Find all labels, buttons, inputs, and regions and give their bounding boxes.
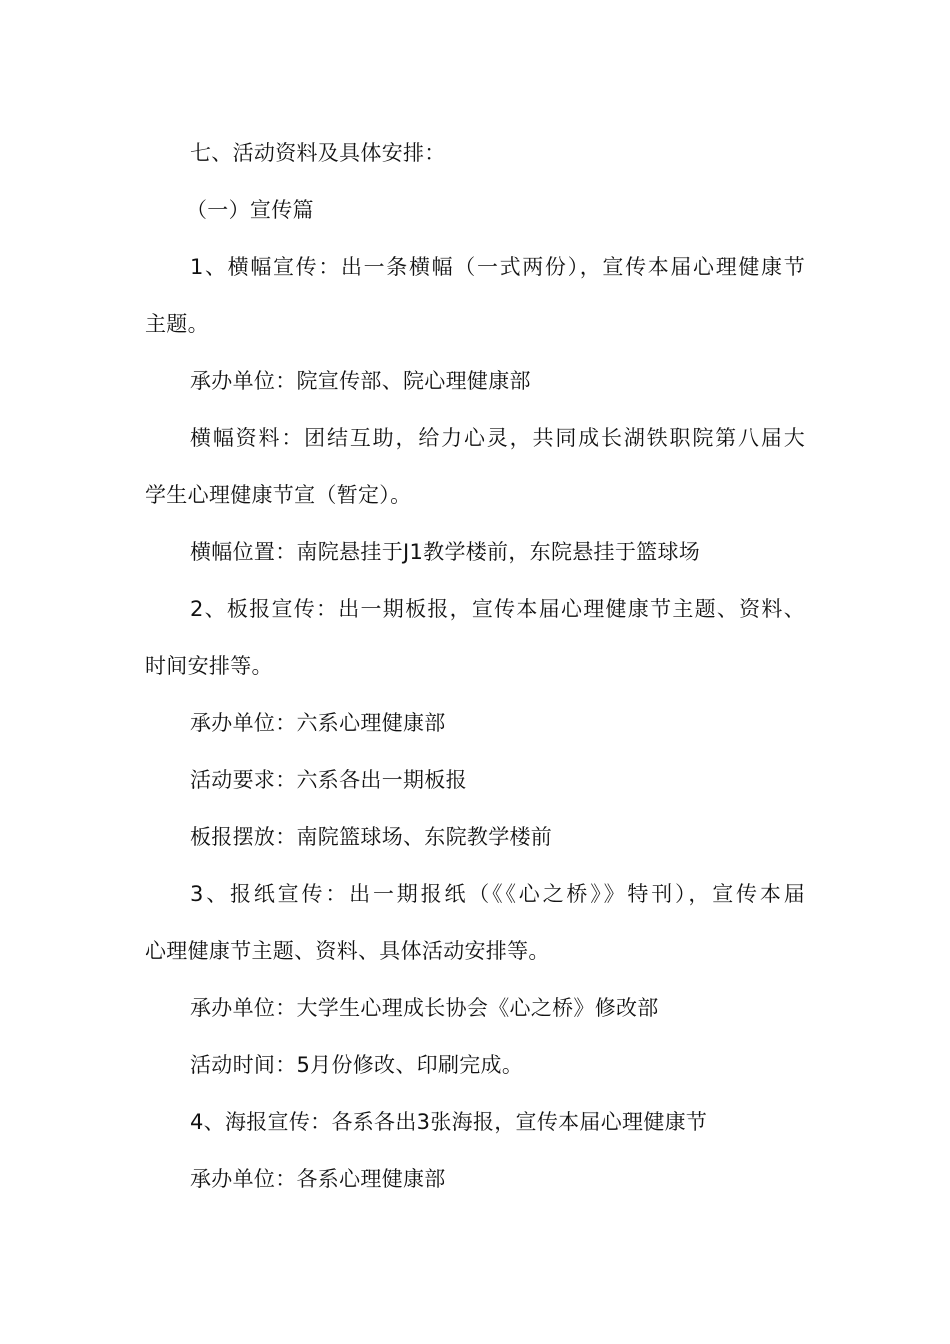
subsection-heading: （一）宣传篇 (186, 198, 314, 222)
paragraph-line: 2、板报宣传：出一期板报，宣传本届心理健康节主题、资料、 (190, 597, 805, 621)
paragraph-line: 活动时间：5月份修改、印刷完成。 (190, 1053, 524, 1077)
paragraph-line: 承办单位：院宣传部、院心理健康部 (190, 369, 531, 393)
paragraph-line: 4、海报宣传：各系各出3张海报，宣传本届心理健康节 (190, 1110, 708, 1134)
paragraph-line: 承办单位：大学生心理成长协会《心之桥》修改部 (190, 996, 659, 1020)
paragraph-line: 活动要求：六系各出一期板报 (190, 768, 467, 792)
paragraph-line: 横幅位置：南院悬挂于J1教学楼前，东院悬挂于篮球场 (190, 540, 701, 564)
paragraph-line: 1、横幅宣传：出一条横幅（一式两份），宣传本届心理健康节 (190, 255, 805, 279)
section-heading: 七、活动资料及具体安排： (190, 141, 446, 165)
paragraph-line: 3、报纸宣传：出一期报纸（《《心之桥》》特刊），宣传本届 (190, 882, 805, 906)
paragraph-line: 承办单位：六系心理健康部 (190, 711, 446, 735)
paragraph-line: 心理健康节主题、资料、具体活动安排等。 (145, 939, 550, 963)
paragraph-line: 横幅资料：团结互助，给力心灵，共同成长湖铁职院第八届大 (190, 426, 805, 450)
paragraph-line: 学生心理健康节宣（暂定）。 (145, 483, 412, 507)
paragraph-line: 板报摆放：南院篮球场、东院教学楼前 (190, 825, 553, 849)
paragraph-line: 主题。 (145, 312, 209, 336)
paragraph-line: 承办单位：各系心理健康部 (190, 1167, 446, 1191)
paragraph-line: 时间安排等。 (145, 654, 273, 678)
